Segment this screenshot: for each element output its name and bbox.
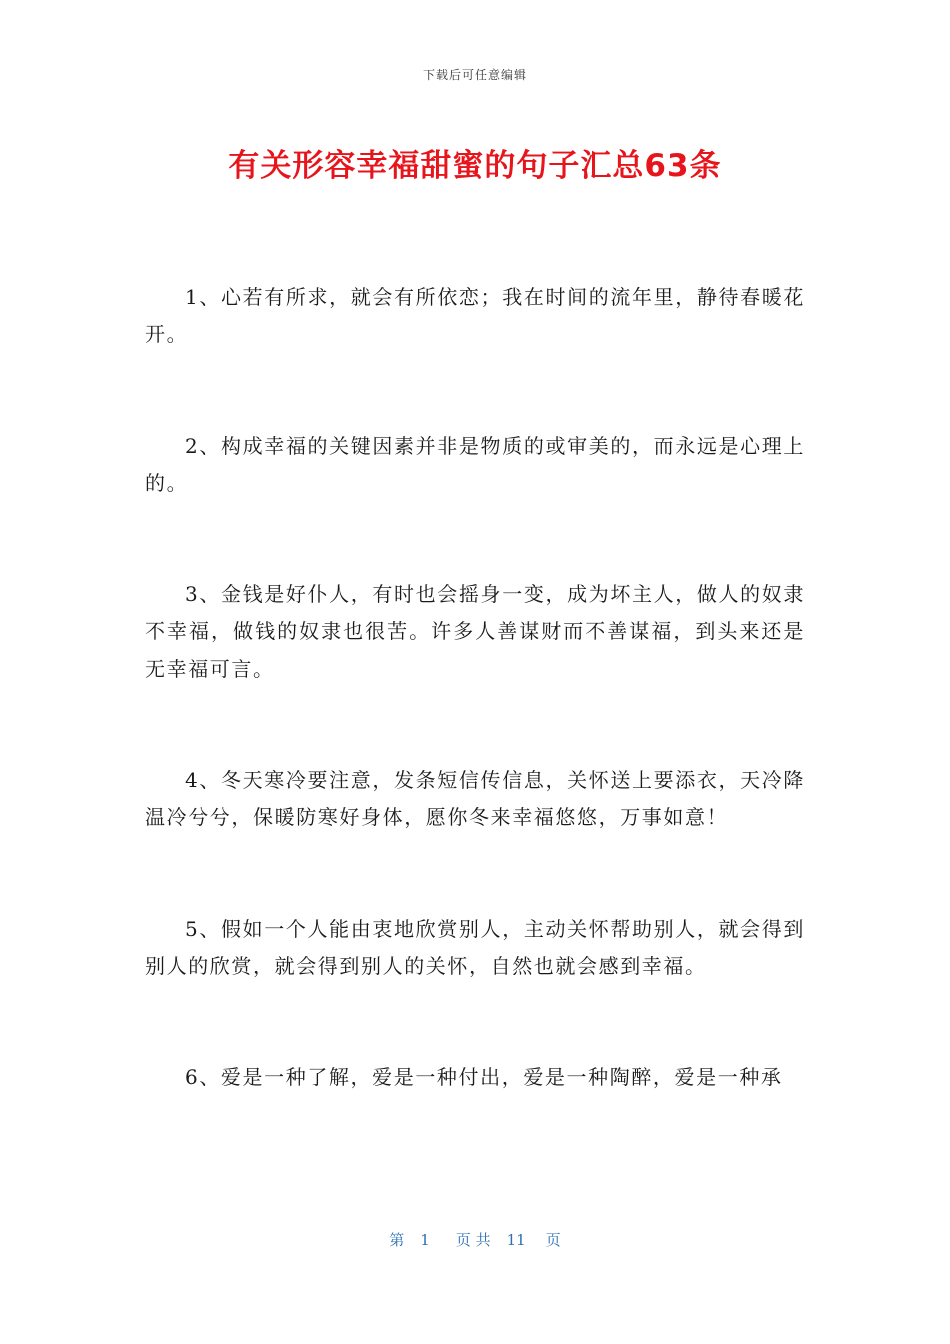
- paragraph-5: 5、假如一个人能由衷地欣赏别人，主动关怀帮助别人，就会得到别人的欣赏，就会得到别人的关怀，自然也就会感到幸福。: [145, 916, 805, 978]
- paragraph-2: 2、构成幸福的关键因素并非是物质的或审美的，而永远是心理上的。: [145, 433, 805, 495]
- paragraph-4: 4、冬天寒冷要注意，发条短信传信息，关怀送上要添衣，天冷降温冷兮兮，保暖防寒好身体，愿你冬来幸福悠悠，万事如意！: [145, 768, 805, 830]
- paragraph-1: 1、心若有所求，就会有所依恋；我在时间的流年里，静待春暖花开。: [145, 285, 805, 347]
- footer-suffix: 页: [545, 1231, 561, 1249]
- document-body: [145, 279, 805, 1097]
- page-title: 有关形容幸福甜蜜的句子汇总63条: [228, 148, 722, 184]
- footer-prefix: 第: [389, 1231, 405, 1249]
- page-footer: [0, 1229, 950, 1250]
- footer-total-pages: 11: [506, 1231, 526, 1249]
- footer-middle: 页 共: [455, 1231, 491, 1249]
- paragraph-3: 3、金钱是好仆人，有时也会摇身一变，成为坏主人，做人的奴隶不幸福，做钱的奴隶也很苦。许多人善谋财而不善谋福，到头来还是无幸福可言。: [145, 582, 805, 681]
- footer-current-page: 1: [420, 1231, 430, 1249]
- paragraph-6: 6、爱是一种了解，爱是一种付出，爱是一种陶醉，爱是一种承: [185, 1065, 783, 1090]
- header-note: 下载后可任意编辑: [422, 68, 527, 82]
